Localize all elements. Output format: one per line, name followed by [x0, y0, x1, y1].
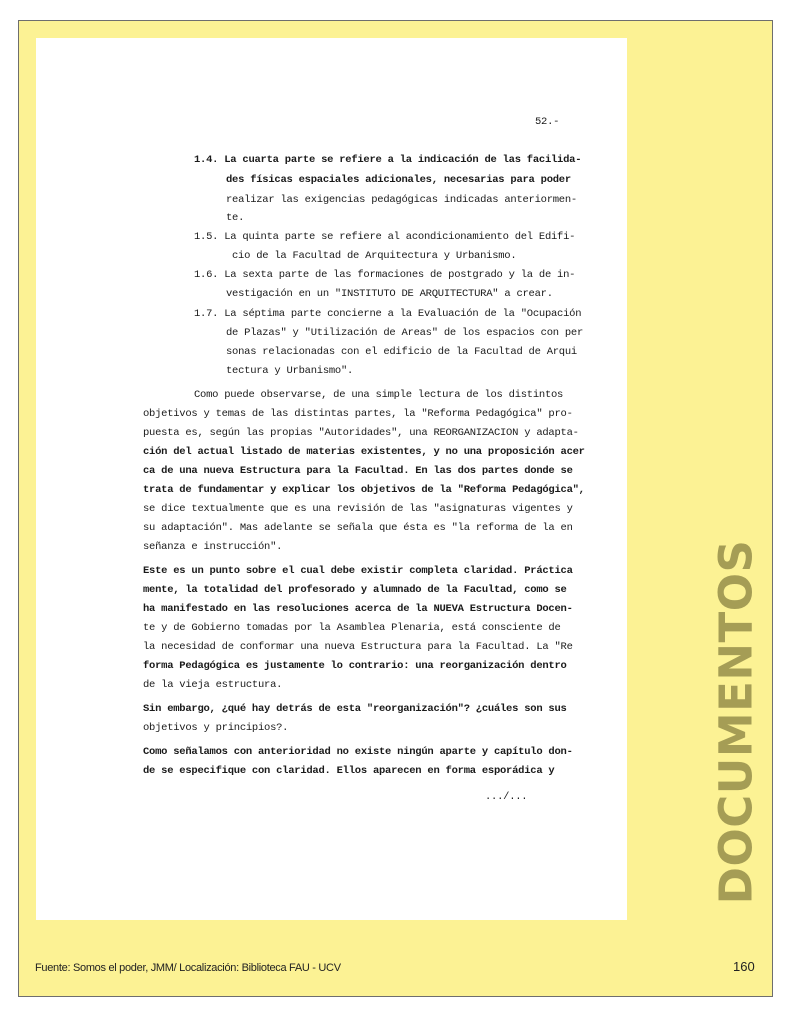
para-1-line-9: señanza e instrucción".	[143, 541, 283, 553]
para-3-line-1: Sin embargo, ¿qué hay detrás de esta "reorganización"? ¿cuáles son sus	[143, 703, 567, 715]
para-4-line-1: Como señalamos con anterioridad no existe ningún aparte y capítulo don-	[143, 746, 573, 758]
para-1-line-8: su adaptación". Mas adelante se señala que ésta es "la reforma de la en	[143, 522, 573, 534]
para-1-line-4: ción del actual listado de materias existentes, y no una proposición acer	[143, 446, 585, 458]
item-1-4-line-3: realizar las exigencias pedagógicas indicadas anteriormen-	[226, 194, 577, 206]
item-1-4-line-2: des físicas espaciales adicionales, necesarias para poder	[226, 174, 571, 186]
para-1-line-6: trata de fundamentar y explicar los objetivos de la "Reforma Pedagógica",	[143, 484, 585, 496]
para-2-line-3: ha manifestado en las resoluciones acerca de la NUEVA Estructura Docen-	[143, 603, 573, 615]
document-scan	[36, 38, 627, 920]
para-2-line-1: Este es un punto sobre el cual debe existir completa claridad. Práctica	[143, 565, 573, 577]
para-1-line-3: puesta es, según las propias "Autoridades", una REORGANIZACION y adapta-	[143, 427, 579, 439]
para-1-line-1: Como puede observarse, de una simple lectura de los distintos	[194, 389, 564, 401]
source-caption: Fuente: Somos el poder, JMM/ Localización: Biblioteca FAU - UCV	[35, 962, 341, 974]
para-2-line-2: mente, la totalidad del profesorado y alumnado de la Facultad, como se	[143, 584, 567, 596]
para-2-line-6: forma Pedagógica es justamente lo contrario: una reorganización dentro	[143, 660, 567, 672]
para-1-line-7: se dice textualmente que es una revisión de las "asignaturas vigentes y	[143, 503, 573, 515]
para-4-line-2: de se especifique con claridad. Ellos aparecen en forma esporádica y	[143, 765, 555, 777]
item-1-5-line-2: cio de la Facultad de Arquitectura y Urbanismo.	[232, 250, 517, 262]
page-number: 160	[733, 959, 755, 974]
item-1-7-line-3: sonas relacionadas con el edificio de la Facultad de Arqui	[226, 346, 577, 358]
section-title-vertical: DOCUMENTOS	[709, 539, 763, 905]
para-2-line-7: de la vieja estructura.	[143, 679, 283, 691]
item-1-7-line-2: de Plazas" y "Utilización de Areas" de los espacios con per	[226, 327, 584, 339]
continuation-mark: .../...	[485, 791, 528, 803]
para-2-line-5: la necesidad de conformar una nueva Estructura para la Facultad. La "Re	[143, 641, 573, 653]
page-reference: 52.-	[535, 116, 560, 128]
para-3-line-2: objetivos y principios?.	[143, 722, 289, 734]
typewritten-page	[36, 38, 627, 920]
item-1-6-line-2: vestigación en un "INSTITUTO DE ARQUITECTURA" a crear.	[226, 288, 553, 300]
para-1-line-2: objetivos y temas de las distintas partes, la "Reforma Pedagógica" pro-	[143, 408, 573, 420]
item-1-6-line-1: 1.6. La sexta parte de las formaciones de postgrado y la de in-	[194, 269, 576, 281]
item-1-7-line-4: tectura y Urbanismo".	[226, 365, 354, 377]
item-1-7-line-1: 1.7. La séptima parte concierne a la Evaluación de la "Ocupación	[194, 308, 582, 320]
item-1-5-line-1: 1.5. La quinta parte se refiere al acondicionamiento del Edifi-	[194, 231, 576, 243]
para-2-line-4: te y de Gobierno tomadas por la Asamblea Plenaria, está consciente de	[143, 622, 561, 634]
item-1-4-line-4: te.	[226, 212, 245, 224]
para-1-line-5: ca de una nueva Estructura para la Facultad. En las dos partes donde se	[143, 465, 573, 477]
item-1-4-line-1: 1.4. La cuarta parte se refiere a la indicación de las facilida-	[194, 154, 582, 166]
